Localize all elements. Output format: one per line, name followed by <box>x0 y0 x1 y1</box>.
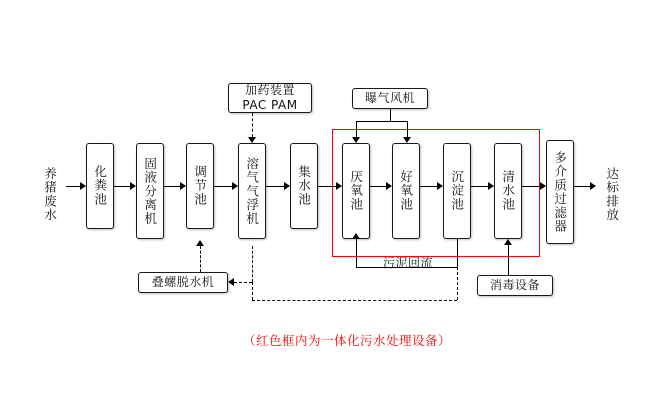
node-guyefenliji[interactable]: 固液分离机 <box>136 143 164 239</box>
arrow-blower-yanyangchi <box>352 137 360 143</box>
connector-inlet-huafenchi <box>66 186 80 187</box>
connector-chendian-dieluo-drop <box>457 267 458 300</box>
arrow-4-5 <box>284 182 290 190</box>
connector-1-2 <box>114 186 130 187</box>
connector-blower-bus <box>356 121 408 122</box>
inlet-label: 养猪废水 <box>42 166 58 222</box>
connector-chendian-dieluo-h <box>252 300 457 301</box>
arrow-inlet-huafenchi <box>80 182 86 190</box>
connector-blower-haoyangchi <box>407 121 408 137</box>
node-rongqifuji[interactable]: 溶气气浮机 <box>238 143 266 239</box>
connector-chendian-down <box>457 239 458 267</box>
connector-7-8 <box>420 186 437 187</box>
connector-5-6 <box>318 186 336 187</box>
connector-6-7 <box>370 186 386 187</box>
arrow-tiaojie-dieluo <box>196 240 204 246</box>
node-tiaojiechi[interactable]: 调节池 <box>186 143 214 229</box>
node-duojiezhiguolvqi[interactable]: 多介质过滤器 <box>546 140 574 244</box>
node-jiayao-device[interactable] <box>228 83 312 113</box>
connector-2-3 <box>164 186 180 187</box>
baoqifengji-label: 曝气风机 <box>364 91 415 105</box>
diagram-caption: （红色框内为一体化污水处理设备） <box>243 333 452 348</box>
connector-xiaodu-qingshuichi <box>508 245 509 275</box>
connector-tiaojie-dieluo <box>200 246 201 272</box>
arrow-jiayao-rongqifuji <box>248 137 256 143</box>
arrow-blower-haoyangchi <box>403 137 411 143</box>
connector-blower-yanyangchi <box>356 121 357 137</box>
arrow-1-2 <box>130 182 136 190</box>
arrow-2-3 <box>180 182 186 190</box>
connector-8-9 <box>471 186 488 187</box>
connector-jiayao-rongqifuji <box>252 113 253 137</box>
arrow-3-4 <box>232 182 238 190</box>
arrow-10-outlet <box>590 182 596 190</box>
node-baoqifengji[interactable] <box>352 88 428 109</box>
connector-9-10 <box>522 186 540 187</box>
arrow-5-6 <box>336 182 342 190</box>
connector-blower-stem <box>390 109 391 121</box>
connector-dieluo-join <box>252 282 253 300</box>
xiaodushebei-label: 消毒设备 <box>489 278 540 292</box>
connector-3-4 <box>214 186 232 187</box>
connector-rongqi-dieluo-h <box>234 282 252 283</box>
connector-sludge-up-yanyang <box>356 239 357 267</box>
jiayao-line2: PAC PAM <box>242 98 298 112</box>
connector-4-5 <box>266 186 284 187</box>
sludge-return-label: 污泥回流 <box>383 256 434 270</box>
connector-10-outlet <box>574 186 590 187</box>
node-haoyangchi[interactable]: 好氧池 <box>392 143 420 239</box>
node-qingshuichi[interactable]: 清水池 <box>494 143 522 239</box>
arrow-7-8 <box>437 182 443 190</box>
node-yanyangchi[interactable]: 厌氧池 <box>342 143 370 239</box>
node-chendianchi[interactable]: 沉淀池 <box>443 143 471 239</box>
arrow-6-7 <box>386 182 392 190</box>
dieluotuoshuiji-label: 叠螺脱水机 <box>151 275 215 289</box>
connector-rongqi-dieluo-v <box>252 246 253 282</box>
node-huafenchi[interactable]: 化粪池 <box>86 143 114 229</box>
arrow-sludge-return <box>352 233 360 239</box>
outlet-label: 达标排放 <box>604 166 620 222</box>
node-jishuichi[interactable]: 集水池 <box>290 143 318 229</box>
arrow-xiaodu-qingshuichi <box>504 239 512 245</box>
arrow-9-10 <box>540 182 546 190</box>
jiayao-line1: 加药装置 <box>244 83 295 97</box>
arrow-8-9 <box>488 182 494 190</box>
node-xiaodushebei[interactable] <box>477 275 553 296</box>
arrow-rongqi-dieluo <box>228 278 234 286</box>
node-dieluotuoshuiji[interactable] <box>138 272 228 293</box>
